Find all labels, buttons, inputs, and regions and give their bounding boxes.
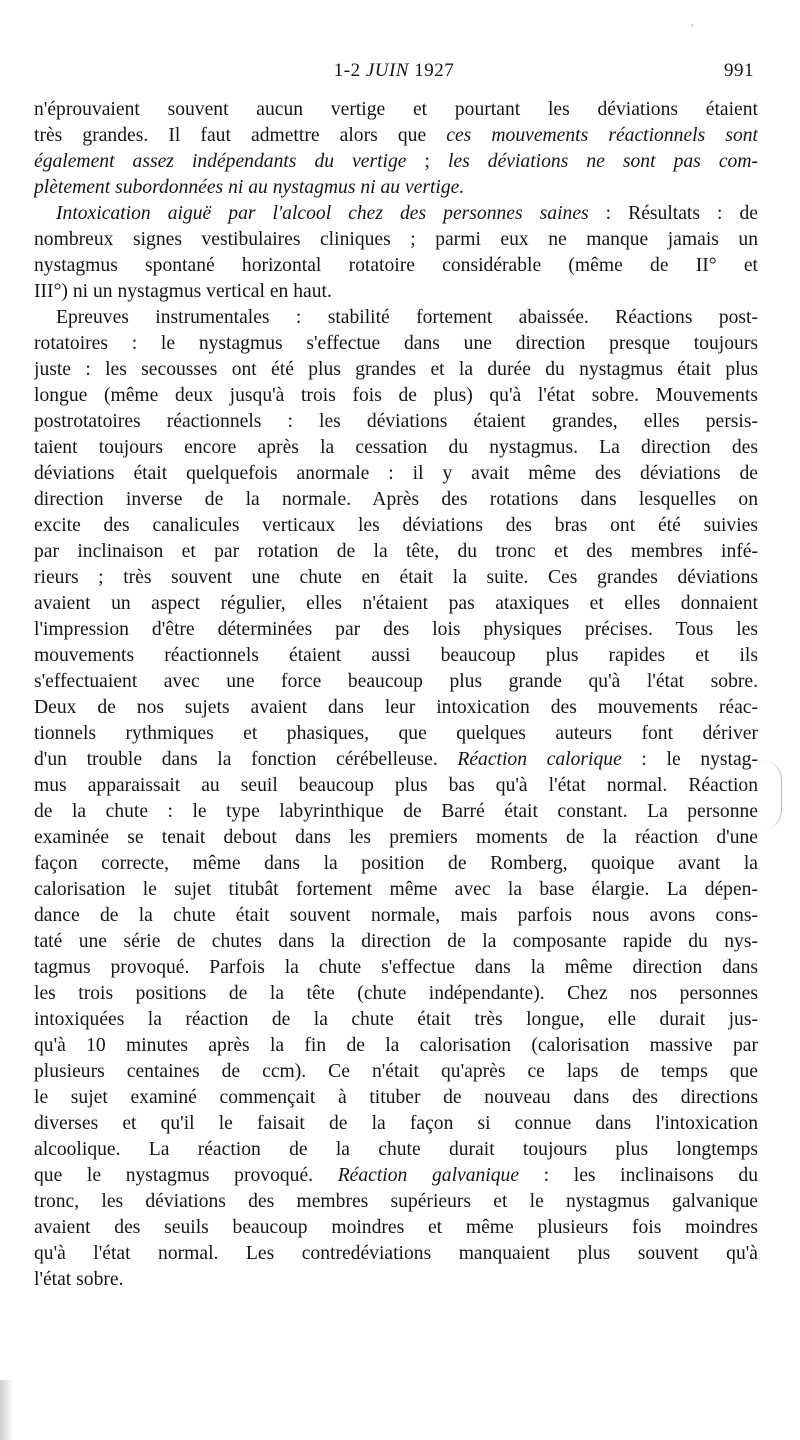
- text-span: déviations était quelquefois anormale : il y avait même des déviations de: [34, 463, 758, 484]
- text-span: ;: [406, 151, 448, 172]
- text-span: nombreux signes vestibulaires cliniques ; parmi eux ne manque jamais un: [34, 229, 758, 250]
- header-year: 1927: [408, 60, 455, 81]
- italic-span: Intoxication aiguë par l'alcool chez des personnes saines: [56, 203, 589, 224]
- text-line: [34, 1007, 758, 1033]
- text-span: l'impression d'être déterminées par des lois physiques précises. Tous les: [34, 619, 758, 640]
- text-line: [34, 1085, 758, 1111]
- text-span: qu'à 10 minutes après la fin de la calorisation (calorisation massive par: [34, 1035, 758, 1056]
- text-line: [34, 1267, 758, 1293]
- text-line: [34, 331, 758, 357]
- text-span: très grandes. Il faut admettre alors que: [34, 125, 447, 146]
- text-line: [34, 981, 758, 1007]
- text-line: [34, 1059, 758, 1085]
- page-number: 991: [724, 60, 754, 81]
- corner-mark: ·: [690, 16, 695, 32]
- text-span: : Résultats : de: [588, 203, 758, 224]
- text-span: que le nystagmus provoqué.: [34, 1165, 338, 1186]
- text-line: [34, 1137, 758, 1163]
- header-day: 1-2: [333, 60, 366, 81]
- text-span: taient toujours encore après la cessation du nystagmus. La direction des: [34, 437, 758, 458]
- text-line: [34, 825, 758, 851]
- text-line: [34, 903, 758, 929]
- text-line: [34, 721, 758, 747]
- text-line: [34, 1111, 758, 1137]
- text-line: [34, 1241, 758, 1267]
- text-span: s'effectuaient avec une force beaucoup plus grande qu'à l'état sobre.: [34, 671, 758, 692]
- text-line: [34, 955, 758, 981]
- text-line: [34, 591, 758, 617]
- text-span: par inclinaison et par rotation de la tête, du tronc et des membres infé-: [34, 541, 758, 562]
- text-span: le sujet examiné commençait à tituber de nouveau dans des directions: [34, 1087, 758, 1108]
- text-line: [34, 513, 758, 539]
- text-span: façon correcte, même dans la position de Romberg, quoique avant la: [34, 853, 758, 874]
- text-span: rotatoires : le nystagmus s'effectue dans une direction presque toujours: [34, 333, 758, 354]
- text-line: [34, 305, 758, 331]
- text-span: juste : les secousses ont été plus grandes et la durée du nystagmus était plus: [34, 359, 758, 380]
- text-span: Deux de nos sujets avaient dans leur intoxication des mouvements réac-: [34, 697, 758, 718]
- text-line: [34, 747, 758, 773]
- text-span: l'état sobre.: [34, 1269, 124, 1290]
- text-span: nystagmus spontané horizontal rotatoire considérable (même de II° et: [34, 255, 758, 276]
- text-line: [34, 383, 758, 409]
- text-span: les trois positions de la tête (chute indépendante). Chez nos personnes: [34, 983, 758, 1004]
- text-line: [34, 851, 758, 877]
- text-span: longue (même deux jusqu'à trois fois de plus) qu'à l'état sobre. Mouvements: [34, 385, 758, 406]
- text-span: dance de la chute était souvent normale, mais parfois nous avons cons-: [34, 905, 758, 926]
- text-line: [34, 227, 758, 253]
- text-span: tionnels rythmiques et phasiques, que quelques auteurs font dériver: [34, 723, 758, 744]
- running-header: [34, 60, 754, 88]
- text-span: postrotatoires réactionnels : les déviations étaient grandes, elles persis-: [34, 411, 758, 432]
- text-line: [34, 1033, 758, 1059]
- text-line: [34, 1189, 758, 1215]
- text-span: Epreuves instrumentales : stabilité fortement abaissée. Réactions post-: [56, 307, 758, 328]
- text-span: alcoolique. La réaction de la chute durait toujours plus longtemps: [34, 1139, 758, 1160]
- text-span: taté une série de chutes dans la direction de la composante rapide du nys-: [34, 931, 758, 952]
- text-line: [34, 799, 758, 825]
- text-span: excite des canalicules verticaux les déviations des bras ont été suivies: [34, 515, 758, 536]
- margin-pencil-mark: [761, 760, 782, 830]
- text-span: intoxiquées la réaction de la chute était très longue, elle durait jus-: [34, 1009, 758, 1030]
- text-span: : les inclinaisons du: [519, 1165, 758, 1186]
- text-line: [34, 1215, 758, 1241]
- text-span: tronc, les déviations des membres supérieurs et le nystagmus galvanique: [34, 1191, 758, 1212]
- text-line: [34, 149, 758, 175]
- text-line: [34, 539, 758, 565]
- text-span: III°) ni un nystagmus vertical en haut.: [34, 281, 332, 302]
- italic-span: également assez indépendants du vertige: [34, 151, 407, 172]
- text-line: [34, 695, 758, 721]
- text-span: direction inverse de la normale. Après des rotations dans lesquelles on: [34, 489, 758, 510]
- header-month: JUIN: [365, 60, 409, 81]
- text-line: [34, 175, 758, 201]
- text-line: [34, 409, 758, 435]
- italic-span: les déviations ne sont pas com-: [448, 151, 758, 172]
- text-line: [34, 877, 758, 903]
- text-span: de la chute : le type labyrinthique de Barré était constant. La personne: [34, 801, 758, 822]
- text-span: mouvements réactionnels étaient aussi beaucoup plus rapides et ils: [34, 645, 758, 666]
- text-line: [34, 773, 758, 799]
- text-line: [34, 617, 758, 643]
- text-line: [34, 97, 758, 123]
- text-line: [34, 461, 758, 487]
- text-line: [34, 565, 758, 591]
- text-line: [34, 253, 758, 279]
- text-span: rieurs ; très souvent une chute en était la suite. Ces grandes déviations: [34, 567, 758, 588]
- text-line: [34, 1163, 758, 1189]
- text-span: qu'à l'état normal. Les contredéviations manquaient plus souvent qu'à: [34, 1243, 758, 1264]
- text-line: [34, 487, 758, 513]
- italic-span: Réaction galvanique: [337, 1165, 520, 1186]
- italic-span: plètement subordonnées ni au nystagmus ni au vertige.: [34, 177, 465, 198]
- text-span: calorisation le sujet titubât fortement même avec la base élargie. La dépen-: [34, 879, 758, 900]
- text-line: [34, 929, 758, 955]
- italic-span: Réaction calorique: [457, 749, 622, 770]
- italic-span: ces mouvements réactionnels sont: [446, 125, 758, 146]
- text-line: [34, 123, 758, 149]
- text-span: avaient un aspect régulier, elles n'étaient pas ataxiques et elles donnaient: [34, 593, 758, 614]
- text-span: n'éprouvaient souvent aucun vertige et pourtant les déviations étaient: [34, 99, 758, 120]
- text-span: examinée se tenait debout dans les premiers moments de la réaction d'une: [34, 827, 758, 848]
- text-span: diverses et qu'il le faisait de la façon si connue dans l'intoxication: [34, 1113, 758, 1134]
- text-span: d'un trouble dans la fonction cérébelleuse.: [34, 749, 458, 770]
- text-line: [34, 201, 758, 227]
- text-line: [34, 435, 758, 461]
- scan-edge-shadow: [0, 1380, 14, 1440]
- body-text: [34, 97, 758, 1293]
- text-line: [34, 643, 758, 669]
- text-span: : le nystag-: [621, 749, 758, 770]
- header-date: [34, 60, 754, 82]
- text-line: [34, 357, 758, 383]
- text-span: avaient des seuils beaucoup moindres et même plusieurs fois moindres: [34, 1217, 758, 1238]
- text-span: tagmus provoqué. Parfois la chute s'effectue dans la même direction dans: [34, 957, 758, 978]
- text-span: plusieurs centaines de ccm). Ce n'était qu'après ce laps de temps que: [34, 1061, 758, 1082]
- text-line: [34, 279, 758, 305]
- text-span: mus apparaissait au seuil beaucoup plus bas qu'à l'état normal. Réaction: [34, 775, 758, 796]
- text-line: [34, 669, 758, 695]
